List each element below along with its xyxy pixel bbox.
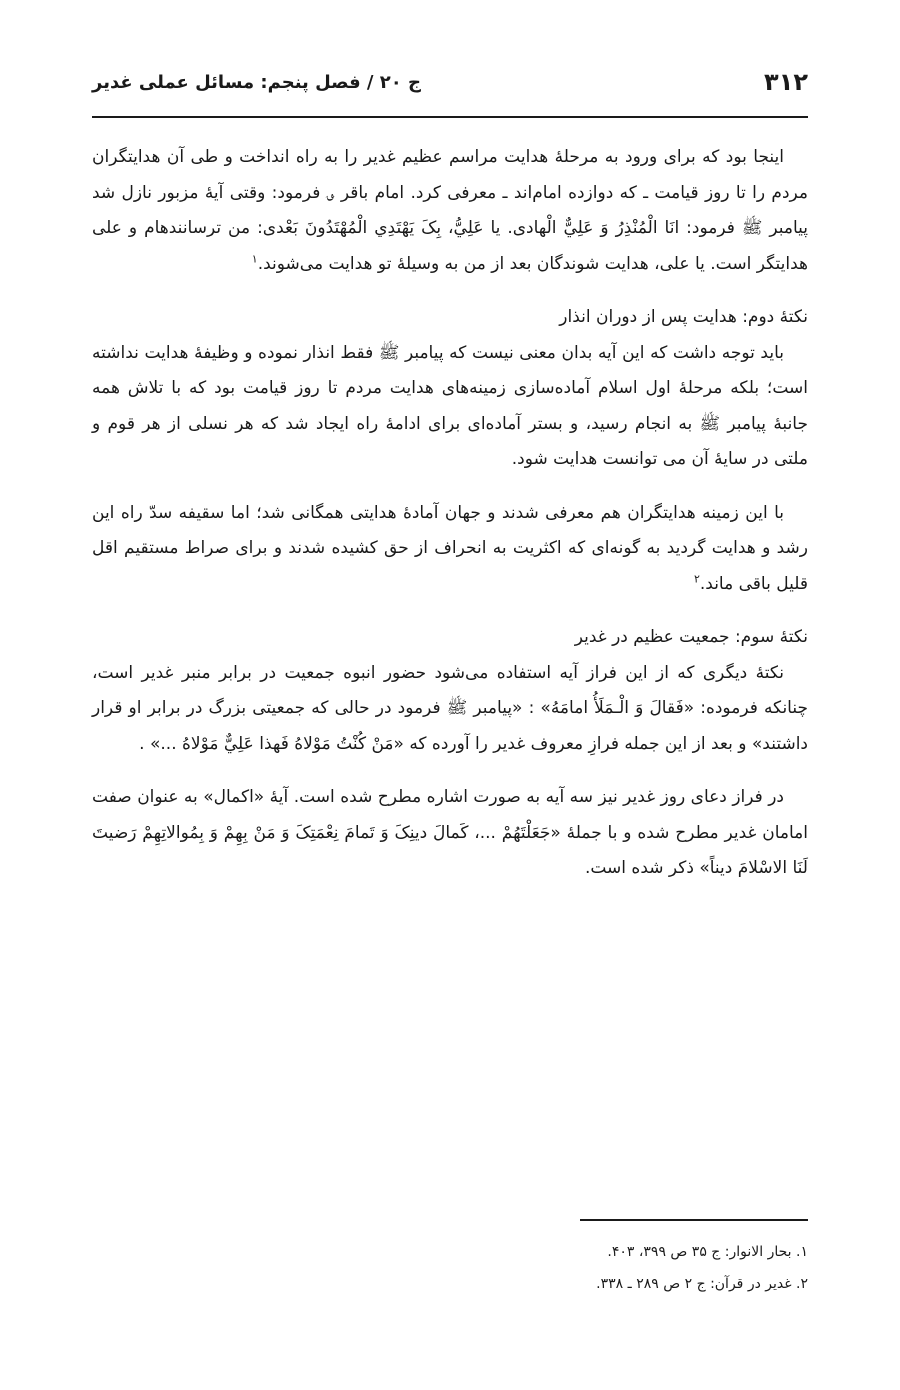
page-number: ۳۱۲ xyxy=(764,68,808,96)
paragraph-1-text: اینجا بود که برای ورود به مرحلهٔ هدایت مراسم عظیم غدیر را به راه انداخت و طی آن هدایتگران مردم را تا روز قیامت ـ که دوازده امام‌اند ـ معرفی کرد. امام باقر ؈ فرمود: وقتی آیهٔ مزبور نازل شد پیامبر ﷺ فرمود: انَا الْمُنْذِرُ وَ عَلِيٌّ الْهادی. یا عَلِيُّ، بِکَ یَهْتَدِي الْمُهْتَدُونَ بَعْدی: من ترسانندهام و علی هدایتگر است. یا علی، هدایت شوندگان بعد از من به وسیلهٔ تو هدایت می‌شوند. xyxy=(92,147,808,274)
paragraph-3 xyxy=(92,496,808,603)
footnote-rule xyxy=(580,1219,808,1221)
section-heading-2: نکتهٔ دوم: هدایت پس از دوران انذار xyxy=(559,307,808,327)
running-title: ج ۲۰ / فصل پنجم: مسائل عملی غدیر xyxy=(92,71,422,93)
header-rule xyxy=(92,116,808,118)
paragraph-1 xyxy=(92,140,808,282)
footnotes xyxy=(92,1236,808,1300)
footnote-ref-1[interactable]: ۱ xyxy=(251,251,258,265)
paragraph-3-text: با این زمینه هدایتگران هم معرفی شدند و جهان آمادهٔ هدایتی همگانی شد؛ اما سقیفه سدّ راه این رشد و هدایت گردید به گونه‌ای که اکثریت به انحراف از حق کشیده شدند و برای صراط مستقیم اقل قلیل باقی ماند. xyxy=(92,502,808,594)
footnote-1: ۱. بحار الانوار: ج ۳۵ ص ۳۹۹، ۴۰۳. xyxy=(607,1244,808,1260)
section-heading-3: نکتهٔ سوم: جمعیت عظیم در غدیر xyxy=(574,627,808,647)
footnote-ref-2[interactable]: ۲ xyxy=(693,571,700,585)
paragraph-5: در فراز دعای روز غدیر نیز سه آیه به صورت اشاره مطرح شده است. آیهٔ «اکمال» به عنوان صفت امامان غدیر مطرح شده و با جملهٔ «جَعَلْتَهُمْ ...، کَمالَ دینِکَ وَ تَمامَ نِعْمَتِکَ وَ مَنْ بِهِمْ وَ بِمُوالاتِهِمْ رَضیتَ لَنَا الاسْلامَ دیناً» ذکر شده است. xyxy=(92,787,808,878)
paragraph-4: نکتهٔ دیگری که از این فراز آیه استفاده می‌شود حضور انبوه جمعیت در برابر منبر غدیر است، چنانکه فرموده: «فَقالَ وَ الْـمَلَأُ امامَهُ» : «پیامبر ﷺ فرمود در حالی که جمعیتی بزرگ در برابر او قرار داشتند» و بعد از این جمله فرازِ معروف غدیر را آورده که «مَنْ کُنْتُ مَوْلاهُ فَهذا عَلِيٌّ مَوْلاهُ ...» . xyxy=(92,662,808,754)
page-body xyxy=(92,140,808,887)
footnote-2: ۲. غدیر در قرآن: ج ۲ ص ۲۸۹ ـ ۳۳۸. xyxy=(596,1276,808,1292)
page-header xyxy=(92,62,808,102)
paragraph-2: باید توجه داشت که این آیه بدان معنی نیست که پیامبر ﷺ فقط انذار نموده و وظیفهٔ هدایت نداشته است؛ بلکه مرحلهٔ اول اسلام آماده‌سازی زمینه‌های هدایت مردم تا روز قیامت بود که با تلاش همه جانبهٔ پیامبر ﷺ به انجام رسید، و بستر آماده‌ای برای ادامهٔ راه ایجاد شد که هر نسلی از هر قوم و ملتی در سایهٔ آن می توانست هدایت شود. xyxy=(92,342,808,469)
